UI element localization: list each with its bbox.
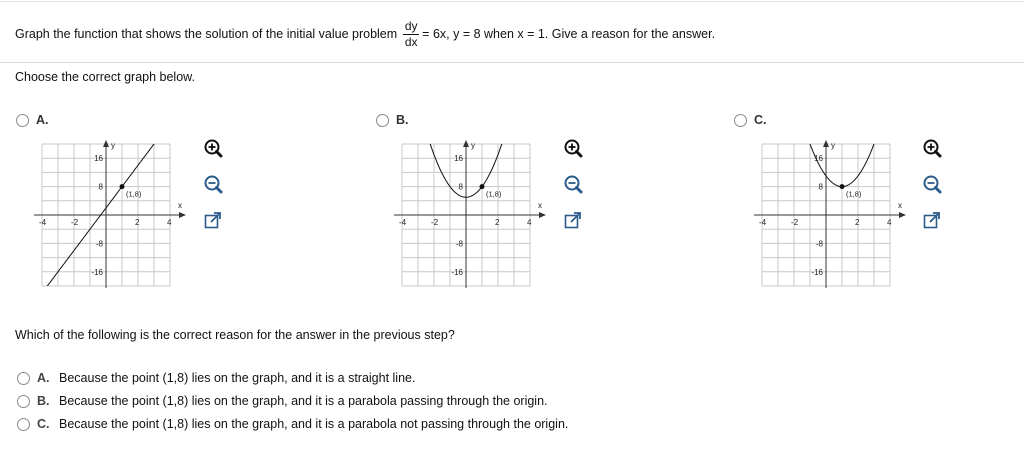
graph-option-c-label: C. <box>754 113 767 127</box>
zoom-in-icon[interactable] <box>921 138 943 160</box>
graph-prompt: Choose the correct graph below. <box>15 70 195 84</box>
x-tick-label: 2 <box>855 218 860 227</box>
section-divider <box>0 62 1024 63</box>
radio-graph-b[interactable] <box>376 114 389 127</box>
point-marker <box>840 184 845 189</box>
x-tick-label: -2 <box>71 218 79 227</box>
reason-option-c-letter: C. <box>37 417 50 431</box>
reason-option-c-text: Because the point (1,8) lies on the graph, and it is a parabola not passing through the origin. <box>59 417 569 431</box>
y-tick-label: -16 <box>451 267 463 277</box>
radio-reason-c[interactable] <box>17 418 30 431</box>
x-axis-arrow <box>539 212 546 218</box>
graph-a-tools <box>202 138 224 246</box>
graph-option-a-label: A. <box>36 113 49 127</box>
radio-reason-b[interactable] <box>17 395 30 408</box>
zoom-in-icon[interactable] <box>202 138 224 160</box>
reason-option-b-text: Because the point (1,8) lies on the graph, and it is a parabola passing through the origin. <box>59 394 548 408</box>
x-tick-label: -4 <box>759 218 767 227</box>
top-divider <box>0 1 1024 2</box>
graph-c-tools <box>921 138 943 246</box>
reason-option-c[interactable] <box>17 417 568 431</box>
y-tick-label: -16 <box>91 267 103 277</box>
x-axis-label: x <box>178 201 182 210</box>
point-label: (1,8) <box>486 189 502 199</box>
popout-icon[interactable] <box>562 210 584 232</box>
x-tick-label: 2 <box>495 218 500 227</box>
graph-option-b-label: B. <box>396 113 409 127</box>
y-tick-label: -16 <box>811 267 823 277</box>
radio-graph-c[interactable] <box>734 114 747 127</box>
y-tick-label: -8 <box>815 239 823 249</box>
reason-option-a[interactable] <box>17 371 415 385</box>
point-marker <box>120 184 125 189</box>
y-tick-label: 16 <box>454 154 463 164</box>
point-label: (1,8) <box>126 189 142 199</box>
reason-prompt: Which of the following is the correct reason for the answer in the previous step? <box>15 328 455 342</box>
x-tick-label: 2 <box>135 218 140 227</box>
zoom-out-icon[interactable] <box>562 174 584 196</box>
fraction-denominator: dx <box>404 34 418 49</box>
y-tick-label: 8 <box>818 182 823 192</box>
y-axis-label: y <box>831 141 835 150</box>
zoom-out-icon[interactable] <box>921 174 943 196</box>
x-tick-label: -2 <box>431 218 439 227</box>
y-tick-label: -8 <box>455 239 463 249</box>
zoom-out-icon[interactable] <box>202 174 224 196</box>
question-text <box>15 14 715 54</box>
x-tick-label: -4 <box>39 218 47 227</box>
fraction-numerator: dy <box>404 18 418 33</box>
x-axis-label: x <box>538 201 542 210</box>
radio-graph-a[interactable] <box>16 114 29 127</box>
y-tick-label: 8 <box>98 182 103 192</box>
x-tick-label: -2 <box>791 218 799 227</box>
point-marker <box>480 184 485 189</box>
reason-option-a-letter: A. <box>37 371 50 385</box>
popout-icon[interactable] <box>202 210 224 232</box>
y-tick-label: -8 <box>95 239 103 249</box>
reason-option-a-text: Because the point (1,8) lies on the graph, and it is a straight line. <box>59 371 416 385</box>
x-axis-label: x <box>898 201 902 210</box>
y-axis-label: y <box>111 141 115 150</box>
x-tick-label: 4 <box>527 218 532 227</box>
y-tick-label: 16 <box>94 154 103 164</box>
x-tick-label: 4 <box>887 218 892 227</box>
question-before: Graph the function that shows the solution of the initial value problem <box>15 27 398 41</box>
graph-c <box>750 138 910 293</box>
zoom-in-icon[interactable] <box>562 138 584 160</box>
graph-a <box>30 138 190 293</box>
x-axis-arrow <box>899 212 906 218</box>
graph-b-tools <box>562 138 584 246</box>
graph-option-b[interactable] <box>376 113 409 127</box>
y-axis-label: y <box>471 141 475 150</box>
x-tick-label: 4 <box>167 218 172 227</box>
y-tick-label: 8 <box>458 182 463 192</box>
y-tick-label: 16 <box>814 154 823 164</box>
derivative-fraction <box>403 20 419 49</box>
reason-option-b[interactable] <box>17 394 548 408</box>
graph-option-c[interactable] <box>734 113 767 127</box>
radio-reason-a[interactable] <box>17 372 30 385</box>
question-after: = 6x, y = 8 when x = 1. Give a reason for the answer. <box>422 27 716 41</box>
graph-option-a[interactable] <box>16 113 49 127</box>
reason-option-b-letter: B. <box>37 394 50 408</box>
popout-icon[interactable] <box>921 210 943 232</box>
point-label: (1,8) <box>846 189 862 199</box>
x-tick-label: -4 <box>399 218 407 227</box>
x-axis-arrow <box>179 212 186 218</box>
graph-b <box>390 138 550 293</box>
